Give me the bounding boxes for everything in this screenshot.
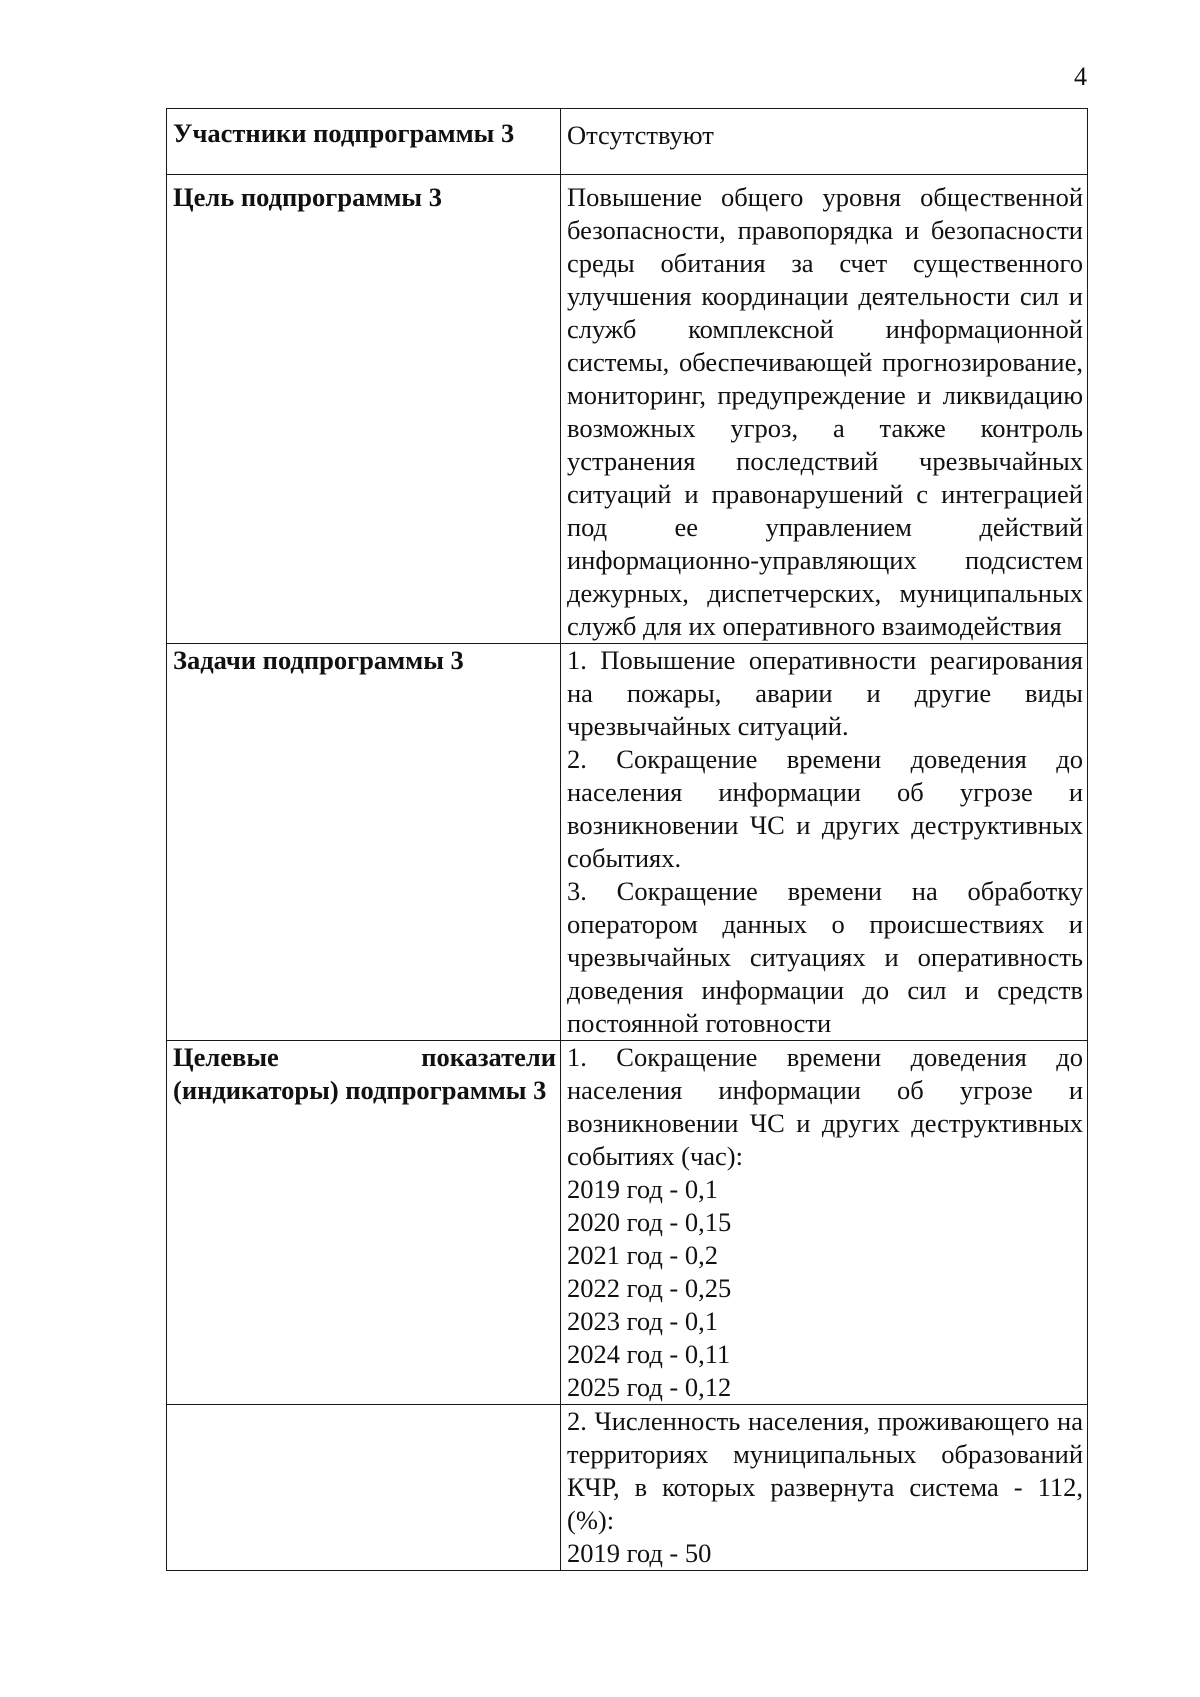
indicator-value: 2021 год - 0,2 bbox=[567, 1240, 719, 1270]
indicator-value: 2020 год - 0,15 bbox=[567, 1207, 732, 1237]
indicator-heading: 2. Численность населения, проживающего на территориях муниципальных образований КЧР, в которых развернута система - 112, (%): bbox=[567, 1406, 1083, 1535]
program-passport-table bbox=[166, 108, 1088, 1571]
table-row bbox=[167, 1041, 1088, 1405]
table-row bbox=[167, 1405, 1088, 1571]
row-label bbox=[167, 1405, 561, 1571]
row-content bbox=[561, 1041, 1088, 1405]
table-row bbox=[167, 175, 1088, 644]
row-label: Задачи подпрограммы 3 bbox=[167, 644, 561, 1041]
row-content: Отсутствуют bbox=[561, 109, 1088, 175]
indicator-heading: 1. Сокращение времени доведения до населения информации об угрозе и возникновении ЧС и других деструктивных событиях (час): bbox=[567, 1042, 1083, 1171]
task-item: 1. Повышение оперативности реагирования на пожары, аварии и другие виды чрезвычайных ситуаций. bbox=[567, 645, 1083, 741]
row-content bbox=[561, 1405, 1088, 1571]
row-label: Цель подпрограммы 3 bbox=[167, 175, 561, 644]
task-item: 2. Сокращение времени доведения до населения информации об угрозе и возникновении ЧС и других деструктивных событиях. bbox=[567, 744, 1083, 873]
indicator-value: 2019 год - 50 bbox=[567, 1538, 712, 1568]
indicator-value: 2024 год - 0,11 bbox=[567, 1339, 731, 1369]
row-content: Повышение общего уровня общественной безопасности, правопорядка и безопасности среды обитания за счет существенного улучшения координации деятельности сил и служб комплексной информационной системы, обеспечивающей прогнозирование, мониторинг, предупреждение и ликвидацию возможных угроз, а также контроль устранения последствий чрезвычайных ситуаций и правонарушений с интеграцией под ее управлением действий информационно-управляющих подсистем дежурных, диспетчерских, муниципальных служб для их оперативного взаимодействия bbox=[561, 175, 1088, 644]
page-number: 4 bbox=[1074, 62, 1087, 91]
indicator-value: 2025 год - 0,12 bbox=[567, 1372, 732, 1402]
indicator-value: 2023 год - 0,1 bbox=[567, 1306, 719, 1336]
table-row bbox=[167, 109, 1088, 175]
row-label: Целевые показатели (индикаторы) подпрограммы 3 bbox=[167, 1041, 561, 1405]
indicator-value: 2022 год - 0,25 bbox=[567, 1273, 732, 1303]
table-row bbox=[167, 644, 1088, 1041]
task-item: 3. Сокращение времени на обработку оператором данных о происшествиях и чрезвычайных ситуациях и оперативность доведения информации до сил и средств постоянной готовности bbox=[567, 876, 1083, 1038]
indicator-value: 2019 год - 0,1 bbox=[567, 1174, 719, 1204]
row-content bbox=[561, 644, 1088, 1041]
row-label: Участники подпрограммы 3 bbox=[167, 109, 561, 175]
